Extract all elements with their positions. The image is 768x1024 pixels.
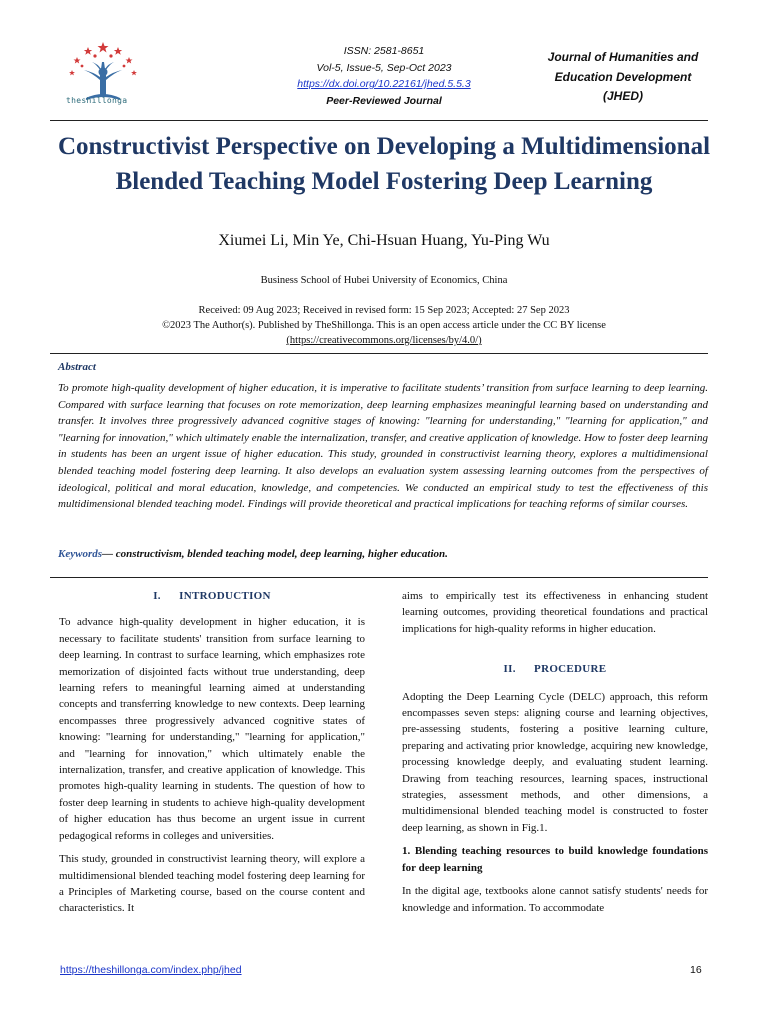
right-column — [402, 588, 708, 923]
intro-paragraph-2: This study, grounded in constructivist learning theory, will explore a multidimensional blended teaching model fostering deep learning for a Principles of Marketing course, based on the course content and characteristics. It — [59, 853, 365, 915]
license-link[interactable]: (https://creativecommons.org/licenses/by/4.0/) — [286, 335, 482, 346]
intro-paragraph-1: To advance high-quality development in higher education, it is necessary to facilitate students' transition from surface learning to deep learning. In contrast to surface learning, which emphasizes rote memorization of disjointed facts without true understanding, deep learning refers to meaningful learning aimed at understanding concepts and transferring knowledge to new contexts. Deep learning encompasses three progressively advanced cognitive states of knowing: "learning for understanding," "learning for application," and "learning for innovation," which ultimately enable the internalization, transfer, and creative application of knowledge. This promotes high-quality learning in students. The question of how to foster deep learning in students to achieve high-quality development of higher education has thus become an urgent issue in current pedagogical reforms in colleges and universities. — [59, 616, 365, 842]
keywords-list: — constructivism, blended teaching model, deep learning, higher education. — [102, 548, 448, 560]
author-list: Xiumei Li, Min Ye, Chi-Hsuan Huang, Yu-Ping Wu — [218, 232, 550, 249]
volume-issue: Vol-5, Issue-5, Sep-Oct 2023 — [316, 61, 452, 74]
issn: ISSN: 2581-8651 — [343, 45, 425, 57]
publication-info — [40, 303, 728, 348]
peer-reviewed-label: Peer-Reviewed Journal — [326, 94, 442, 107]
section-heading-procedure: II. PROCEDURE — [503, 663, 607, 676]
keywords-label: Keywords — [58, 548, 102, 560]
logo-wordmark: theshillonga — [66, 96, 128, 105]
abstract-bottom-divider — [50, 577, 708, 578]
abstract-top-divider — [50, 353, 708, 354]
journal-url-link[interactable]: https://theshillonga.com/index.php/jhed — [60, 964, 242, 976]
procedure-paragraph-1: Adopting the Deep Learning Cycle (DELC) approach, this reform encompasses seven steps: aligning course and learning objectives, pre-assessing students, fostering a positive learning culture, preparing and activating prior knowledge, acquiring new knowledge, processing knowledge deeply, and evaluating student learning. Drawing from teaching resources, learning spaces, instructional strategies, assessment methods, and other dimensions, a multidimensional blended teaching model is constructed to foster deep learning, as shown in Fig.1. — [402, 690, 708, 834]
copyright-notice: ©2023 The Author(s). Published by TheShillonga. This is an open access article under the CC BY license — [162, 320, 606, 331]
section-heading-introduction: I. INTRODUCTION — [153, 590, 271, 602]
journal-name-line-2: Education Development — [554, 69, 692, 84]
header-divider — [50, 120, 708, 121]
affiliation: Business School of Hubei University of Economics, China — [260, 275, 508, 286]
abstract-text: To promote high-quality development of higher education, it is imperative to facilitate students’ transition from surface learning to deep learning. Compared with surface learning that focuses on rote memorization, deep learning emphasizes meaningful learning based on understanding and transfer. It involves three progressively advanced cognitive stages of knowing: "learning for understanding," "learning for application," and "learning for innovation," which ultimately enable the internalization, transfer, and creative application of knowledge. How to foster deep learning in students has been an urgent issue of higher education. This study, grounded in constructivist learning theory, explores a multidimensional blended teaching model fostering deep learning. It also develops an evaluation system assessing learning outcomes from the perspectives of ideological, political and moral education, knowledge, and competencies. We conducted an empirical study to test the effectiveness of this multidimensional blended teaching model. Findings will provide theoretical and practical implications for teaching reforms of similar courses. — [58, 382, 708, 511]
doi-link[interactable]: https://dx.doi.org/10.22161/jhed.5.5.3 — [297, 78, 471, 90]
paper-title: Constructivist Perspective on Developing a Multidimensional Blended Teaching Model Fostering Deep Learning — [57, 133, 711, 195]
abstract-heading: Abstract — [58, 361, 96, 373]
keywords — [58, 548, 708, 560]
intro-paragraph-2-continued: aims to empirically test its effectiveness in enhancing student learning outcomes, providing theoretical foundations and practical implications for high-quality reforms in higher education. — [402, 590, 708, 635]
subsection-heading-1: 1. Blending teaching resources to build knowledge foundations for deep learning — [402, 845, 708, 874]
left-column — [59, 588, 365, 924]
received-dates: Received: 09 Aug 2023; Received in revised form: 15 Sep 2023; Accepted: 27 Sep 2023 — [198, 305, 570, 316]
journal-name — [528, 48, 718, 107]
page-number: 16 — [690, 964, 702, 976]
journal-name-line-3: (JHED) — [602, 89, 643, 103]
issue-metadata — [238, 43, 530, 109]
journal-name-line-1: Journal of Humanities and — [547, 50, 699, 64]
subsection-1-paragraph: In the digital age, textbooks alone cannot satisfy students' needs for knowledge and information. To accommodate — [402, 885, 708, 914]
